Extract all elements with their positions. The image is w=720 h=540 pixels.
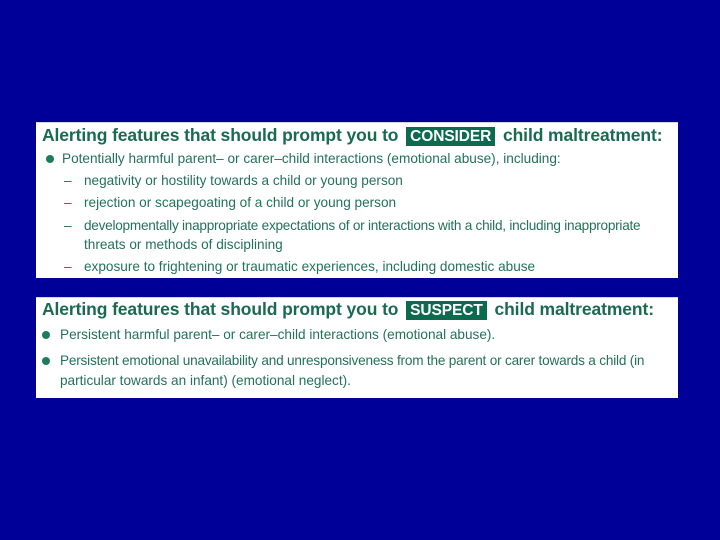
consider-badge: CONSIDER xyxy=(406,127,495,146)
dash-icon: – xyxy=(64,195,72,210)
consider-subitem-text: exposure to frightening or traumatic experiences, including domestic abuse xyxy=(84,259,536,274)
suspect-heading-after: child maltreatment: xyxy=(494,299,654,319)
bullet-icon xyxy=(42,331,50,339)
dash-icon: – xyxy=(64,173,72,188)
suspect-heading xyxy=(42,299,654,320)
dash-icon: – xyxy=(64,259,72,274)
consider-heading-after: child maltreatment: xyxy=(502,125,663,145)
consider-heading xyxy=(42,125,662,146)
consider-subitem-text: negativity or hostility towards a child or young person xyxy=(84,173,403,188)
suspect-bullet-text: Persistent emotional unavailability and unresponsiveness from the parent or carer towards a child (in xyxy=(60,353,645,368)
dash-icon: – xyxy=(64,218,72,233)
suspect-bullet-text: particular towards an infant) (emotional neglect). xyxy=(60,373,351,388)
consider-panel xyxy=(36,122,678,278)
consider-heading-before: Alerting features that should prompt you to xyxy=(42,125,399,145)
consider-subitem-text: threats or methods of disciplining xyxy=(84,237,283,252)
bullet-icon xyxy=(46,155,54,163)
suspect-bullet-text: Persistent harmful parent– or carer–child interactions (emotional abuse). xyxy=(60,327,496,342)
consider-subitem-text: rejection or scapegoating of a child or young person xyxy=(84,195,397,210)
consider-subitem-text: developmentally inappropriate expectations of or interactions with a child, including inappropriate xyxy=(84,218,641,233)
bullet-icon xyxy=(42,357,50,365)
suspect-panel xyxy=(36,297,678,398)
suspect-badge: SUSPECT xyxy=(406,301,487,320)
consider-bullet-text: Potentially harmful parent– or carer–child interactions (emotional abuse), including: xyxy=(62,151,561,166)
suspect-heading-before: Alerting features that should prompt you to xyxy=(42,299,399,319)
